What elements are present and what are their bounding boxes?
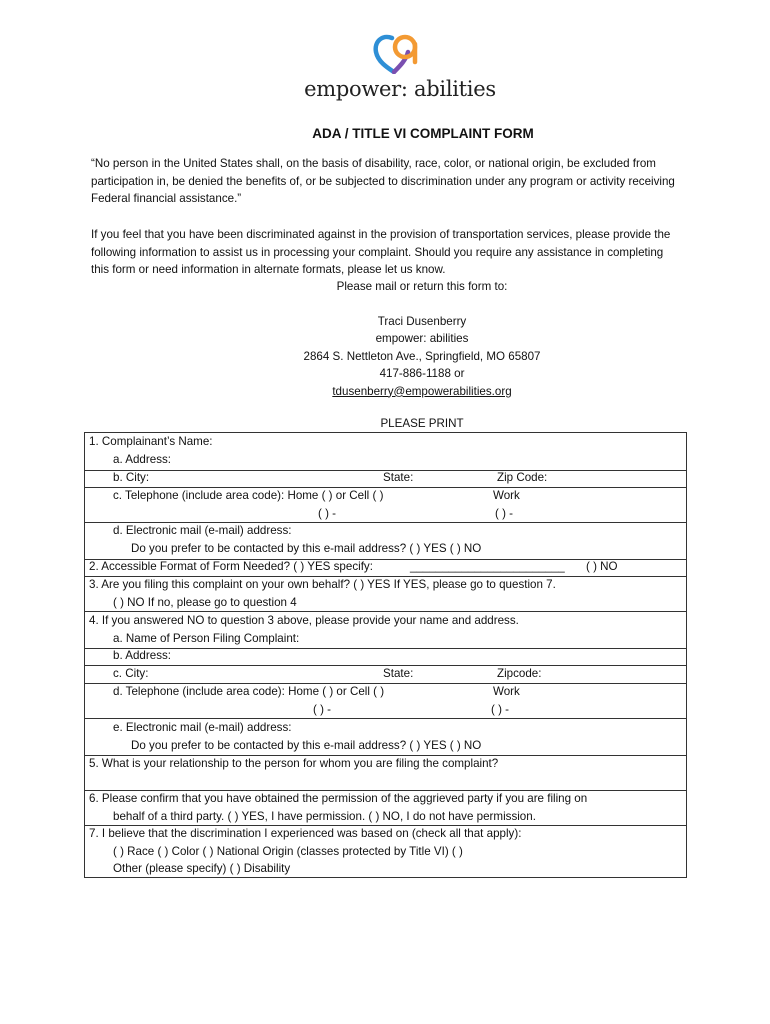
q1-work-phone-label: Work (493, 489, 520, 502)
nondiscrimination-quote: “No person in the United States shall, on the basis of disability, race, color, or national origin, be excluded from participation in, be denied the benefits of, or be subjected to discrimination under any program or activity receiving Federal financial assistance.” (91, 157, 675, 205)
q4-address-field[interactable]: b. Address: (113, 649, 172, 662)
q7-basis-question: 7. I believe that the discrimination I experienced was based on (check all that apply): (89, 827, 522, 840)
q6-permission-options[interactable]: behalf of a third party. ( ) YES, I have permission. ( ) NO, I do not have permission. (113, 810, 536, 823)
q3-no-option[interactable]: ( ) NO If no, please go to question 4 (113, 596, 297, 609)
q1-zip-field[interactable]: Zip Code: (497, 471, 548, 484)
mail-prompt: Please mail or return this form to: (336, 280, 508, 293)
q3-own-behalf[interactable]: 3. Are you filing this complaint on your own behalf? ( ) YES If YES, please go to question 7. (89, 578, 556, 591)
q2-no-option[interactable]: ( ) NO (586, 560, 618, 573)
q2-specify-blank[interactable]: ________________________ (410, 560, 565, 573)
q1-telephone-field[interactable]: c. Telephone (include area code): Home ( ) or Cell ( ) (113, 489, 384, 502)
q2-accessible-format[interactable]: 2. Accessible Format of Form Needed? ( ) YES specify: (89, 560, 373, 573)
q7-basis-options[interactable]: ( ) Race ( ) Color ( ) National Origin (classes protected by Title VI) ( ) (113, 845, 463, 858)
q4-label: 4. If you answered NO to question 3 above, please provide your name and address. (89, 614, 519, 627)
q1-address-field[interactable]: a. Address: (113, 453, 172, 466)
q4-state-field[interactable]: State: (383, 667, 414, 680)
please-print-label: PLEASE PRINT (380, 417, 464, 430)
complaint-form-table (84, 432, 687, 878)
q4-filer-name-field[interactable]: a. Name of Person Filing Complaint: (113, 632, 300, 645)
q5-relationship-question[interactable]: 5. What is your relationship to the person for whom you are filing the complaint? (89, 757, 499, 770)
q1-work-phone-blank[interactable]: ( ) - (495, 507, 514, 520)
q1-email-field[interactable]: d. Electronic mail (e-mail) address: (113, 524, 292, 537)
contact-address: 2864 S. Nettleton Ave., Springfield, MO 65807 (303, 349, 541, 363)
q1-email-preference[interactable]: Do you prefer to be contacted by this e-mail address? ( ) YES ( ) NO (131, 542, 482, 555)
q4-city-field[interactable]: c. City: (113, 667, 149, 680)
q4-telephone-field[interactable]: d. Telephone (include area code): Home ( ) or Cell ( ) (113, 685, 385, 698)
q7-other-disability-options[interactable]: Other (please specify) ( ) Disability (113, 862, 291, 875)
q4-work-phone-label: Work (493, 685, 520, 698)
q4-home-phone-blank[interactable]: ( ) - (313, 703, 332, 716)
divider (85, 611, 686, 612)
q1-label: 1. Complainant’s Name: (89, 435, 213, 448)
contact-name: Traci Dusenberry (377, 315, 467, 328)
ca-heart-logo-icon (372, 32, 422, 74)
logo-wordmark: empower: abilities (304, 77, 496, 101)
instructions-paragraph: If you feel that you have been discriminated against in the provision of transportation services, please provide the following information to assist us in processing your complaint. Should you require any assistance in completing this form or need information in alternate formats, please let us know. (91, 228, 671, 276)
q1-city-field[interactable]: b. City: (113, 471, 150, 484)
q4-email-field[interactable]: e. Electronic mail (e-mail) address: (113, 721, 292, 734)
q4-email-preference[interactable]: Do you prefer to be contacted by this e-mail address? ( ) YES ( ) NO (131, 739, 482, 752)
contact-email-link[interactable]: tdusenberry@empowerabilities.org (332, 384, 512, 398)
contact-phone: 417-886-1188 or (379, 367, 465, 381)
logo (300, 32, 500, 104)
q4-zip-field[interactable]: Zipcode: (497, 667, 542, 680)
q1-state-field[interactable]: State: (383, 471, 414, 484)
q6-permission-line1: 6. Please confirm that you have obtained the permission of the aggrieved party if you are filing on (89, 792, 588, 805)
divider (85, 648, 686, 649)
contact-block (160, 313, 684, 400)
q1-home-phone-blank[interactable]: ( ) - (318, 507, 337, 520)
divider (85, 718, 686, 719)
form-title: ADA / TITLE VI COMPLAINT FORM (312, 126, 534, 141)
contact-org: empower: abilities (375, 332, 469, 346)
q4-work-phone-blank[interactable]: ( ) - (491, 703, 510, 716)
